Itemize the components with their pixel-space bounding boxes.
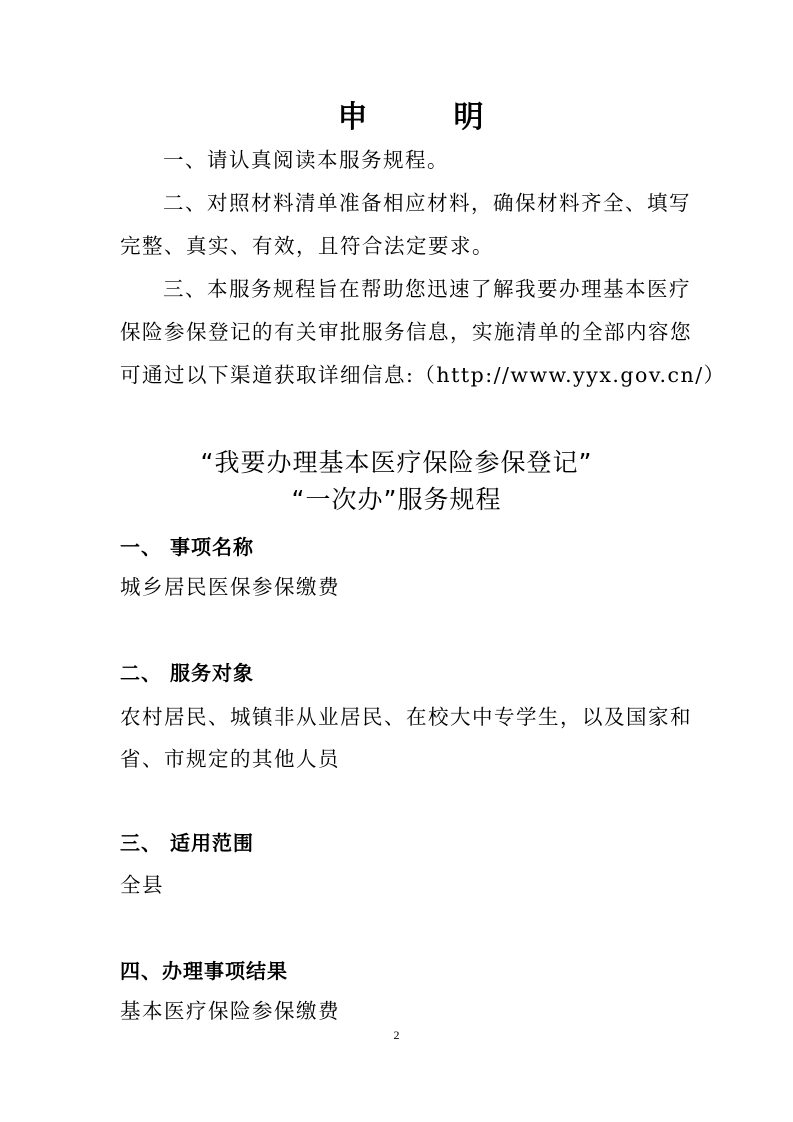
section-heading-scope: 三、 适用范围 (120, 831, 254, 855)
procedure-title-line-2: “一次办”服务规程 (291, 485, 502, 514)
declaration-item-3: 三、本服务规程旨在帮助您迅速了解我要办理基本医疗 (163, 277, 691, 301)
section-content-service-target-2: 省、市规定的其他人员 (120, 747, 340, 771)
declaration-item-2-cont: 完整、真实、有效，且符合法定要求。 (120, 234, 494, 258)
section-content-result: 基本医疗保险参保缴费 (120, 999, 340, 1023)
declaration-item-1: 一、请认真阅读本服务规程。 (163, 148, 449, 172)
section-heading-item-name: 一、 事项名称 (120, 535, 254, 559)
section-heading-service-target: 二、 服务对象 (120, 661, 254, 685)
procedure-title-line-1: “我要办理基本医疗保险参保登记” (200, 448, 593, 477)
section-heading-result: 四、办理事项结果 (120, 959, 288, 983)
declaration-item-3-cont-2: 可通过以下渠道获取详细信息:（http://www.yyx.gov.cn/） (120, 363, 726, 387)
declaration-title: 申 明 (337, 100, 512, 135)
section-content-item-name: 城乡居民医保参保缴费 (120, 575, 340, 599)
declaration-item-3-cont-1: 保险参保登记的有关审批服务信息，实施清单的全部内容您 (120, 320, 692, 344)
declaration-item-2: 二、对照材料清单准备相应材料，确保材料齐全、填写 (163, 191, 691, 215)
section-content-service-target-1: 农村居民、城镇非从业居民、在校大中专学生，以及国家和 (120, 705, 692, 729)
section-content-scope: 全县 (120, 873, 164, 897)
page-number: 2 (393, 1028, 400, 1042)
